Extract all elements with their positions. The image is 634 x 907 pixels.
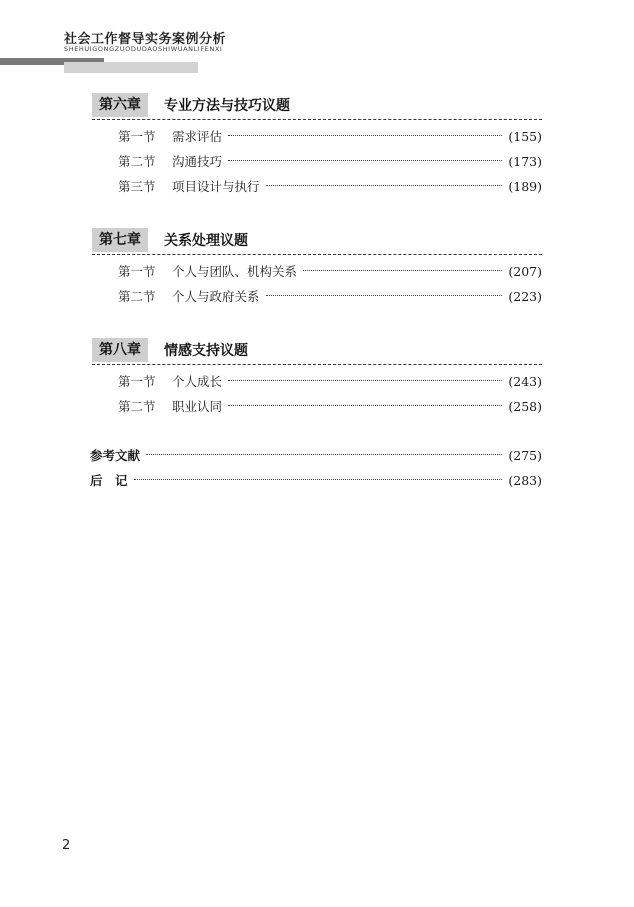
dot-leader xyxy=(266,185,503,186)
dot-leader xyxy=(146,454,502,455)
page-reference: (207) xyxy=(508,264,542,279)
chapter-7 xyxy=(92,229,542,309)
page-reference: (223) xyxy=(508,289,542,304)
chapter-6 xyxy=(92,94,542,199)
page-number: 2 xyxy=(62,838,71,853)
entry-title: 后 记 xyxy=(90,473,128,488)
chapter-title: 情感支持议题 xyxy=(164,343,248,359)
chapter-title: 专业方法与技巧议题 xyxy=(164,98,290,114)
book-subtitle: SHEHUIGONGZUODUDAOSHIWUANLIFENXI xyxy=(64,45,223,53)
dot-leader xyxy=(228,405,502,406)
section-title: 职业认同 xyxy=(172,399,223,414)
page-reference: (275) xyxy=(508,448,542,463)
chapter-title: 关系处理议题 xyxy=(164,233,248,249)
toc-entry[interactable] xyxy=(92,174,542,199)
book-title: 社会工作督导实务案例分析 xyxy=(64,32,227,47)
chapter-label: 第八章 xyxy=(92,338,148,362)
toc-entry-afterword[interactable] xyxy=(90,468,542,493)
chapter-label: 第六章 xyxy=(92,93,148,117)
page-reference: (283) xyxy=(508,473,542,488)
section-list xyxy=(92,369,542,419)
dot-leader xyxy=(228,135,502,136)
toc-entry[interactable] xyxy=(92,124,542,149)
chapter-heading xyxy=(92,339,542,365)
section-list xyxy=(92,124,542,199)
page-reference: (258) xyxy=(508,399,542,414)
chapter-heading xyxy=(92,229,542,255)
toc-entry[interactable] xyxy=(92,149,542,174)
page-reference: (189) xyxy=(508,179,542,194)
page-reference: (155) xyxy=(508,129,542,144)
section-title: 个人与团队、机构关系 xyxy=(172,264,298,279)
chapter-label: 第七章 xyxy=(92,228,148,252)
dot-leader xyxy=(266,295,503,296)
toc-entry[interactable] xyxy=(92,394,542,419)
section-title: 个人成长 xyxy=(172,374,223,389)
section-number: 第二节 xyxy=(118,289,156,304)
chapter-heading xyxy=(92,94,542,120)
section-title: 沟通技巧 xyxy=(172,154,223,169)
header-bar-light xyxy=(64,62,198,73)
section-number: 第一节 xyxy=(118,264,156,279)
chapter-8 xyxy=(92,339,542,419)
section-number: 第二节 xyxy=(118,154,156,169)
page-reference: (243) xyxy=(508,374,542,389)
section-number: 第二节 xyxy=(118,399,156,414)
section-number: 第三节 xyxy=(118,179,156,194)
section-title: 需求评估 xyxy=(172,129,223,144)
section-list xyxy=(92,259,542,309)
dot-leader xyxy=(303,270,502,271)
dot-leader xyxy=(134,479,503,480)
toc-entry[interactable] xyxy=(92,259,542,284)
toc-entry[interactable] xyxy=(92,284,542,309)
dot-leader xyxy=(228,160,502,161)
section-title: 项目设计与执行 xyxy=(172,179,260,194)
page-reference: (173) xyxy=(508,154,542,169)
section-number: 第一节 xyxy=(118,374,156,389)
dot-leader xyxy=(228,380,502,381)
toc-entry[interactable] xyxy=(92,369,542,394)
entry-title: 参考文献 xyxy=(90,448,141,463)
toc-entry-references[interactable] xyxy=(90,443,542,468)
back-matter xyxy=(90,443,542,493)
section-number: 第一节 xyxy=(118,129,156,144)
section-title: 个人与政府关系 xyxy=(172,289,260,304)
